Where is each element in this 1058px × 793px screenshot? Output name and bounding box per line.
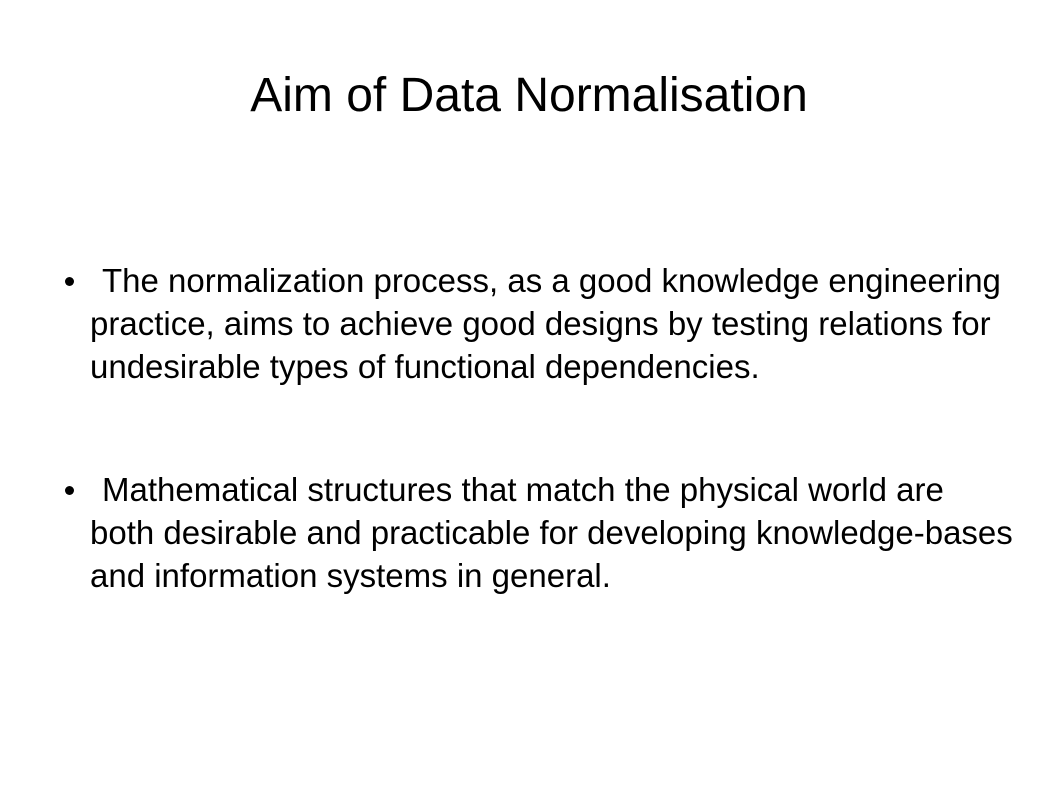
bullet-dot-icon [65, 277, 74, 286]
bullet-item [90, 468, 1015, 597]
bullet-text: Mathematical structures that match the physical world are both desirable and practicable for developing knowledge-bases and information systems in general. [90, 471, 1013, 594]
bullet-item [90, 259, 1015, 388]
bullet-dot-icon [65, 486, 74, 495]
bullet-text: The normalization process, as a good knowledge engineering practice, aims to achieve good designs by testing relations for undesirable types of functional dependencies. [90, 262, 1001, 385]
slide-title: Aim of Data Normalisation [250, 69, 808, 122]
